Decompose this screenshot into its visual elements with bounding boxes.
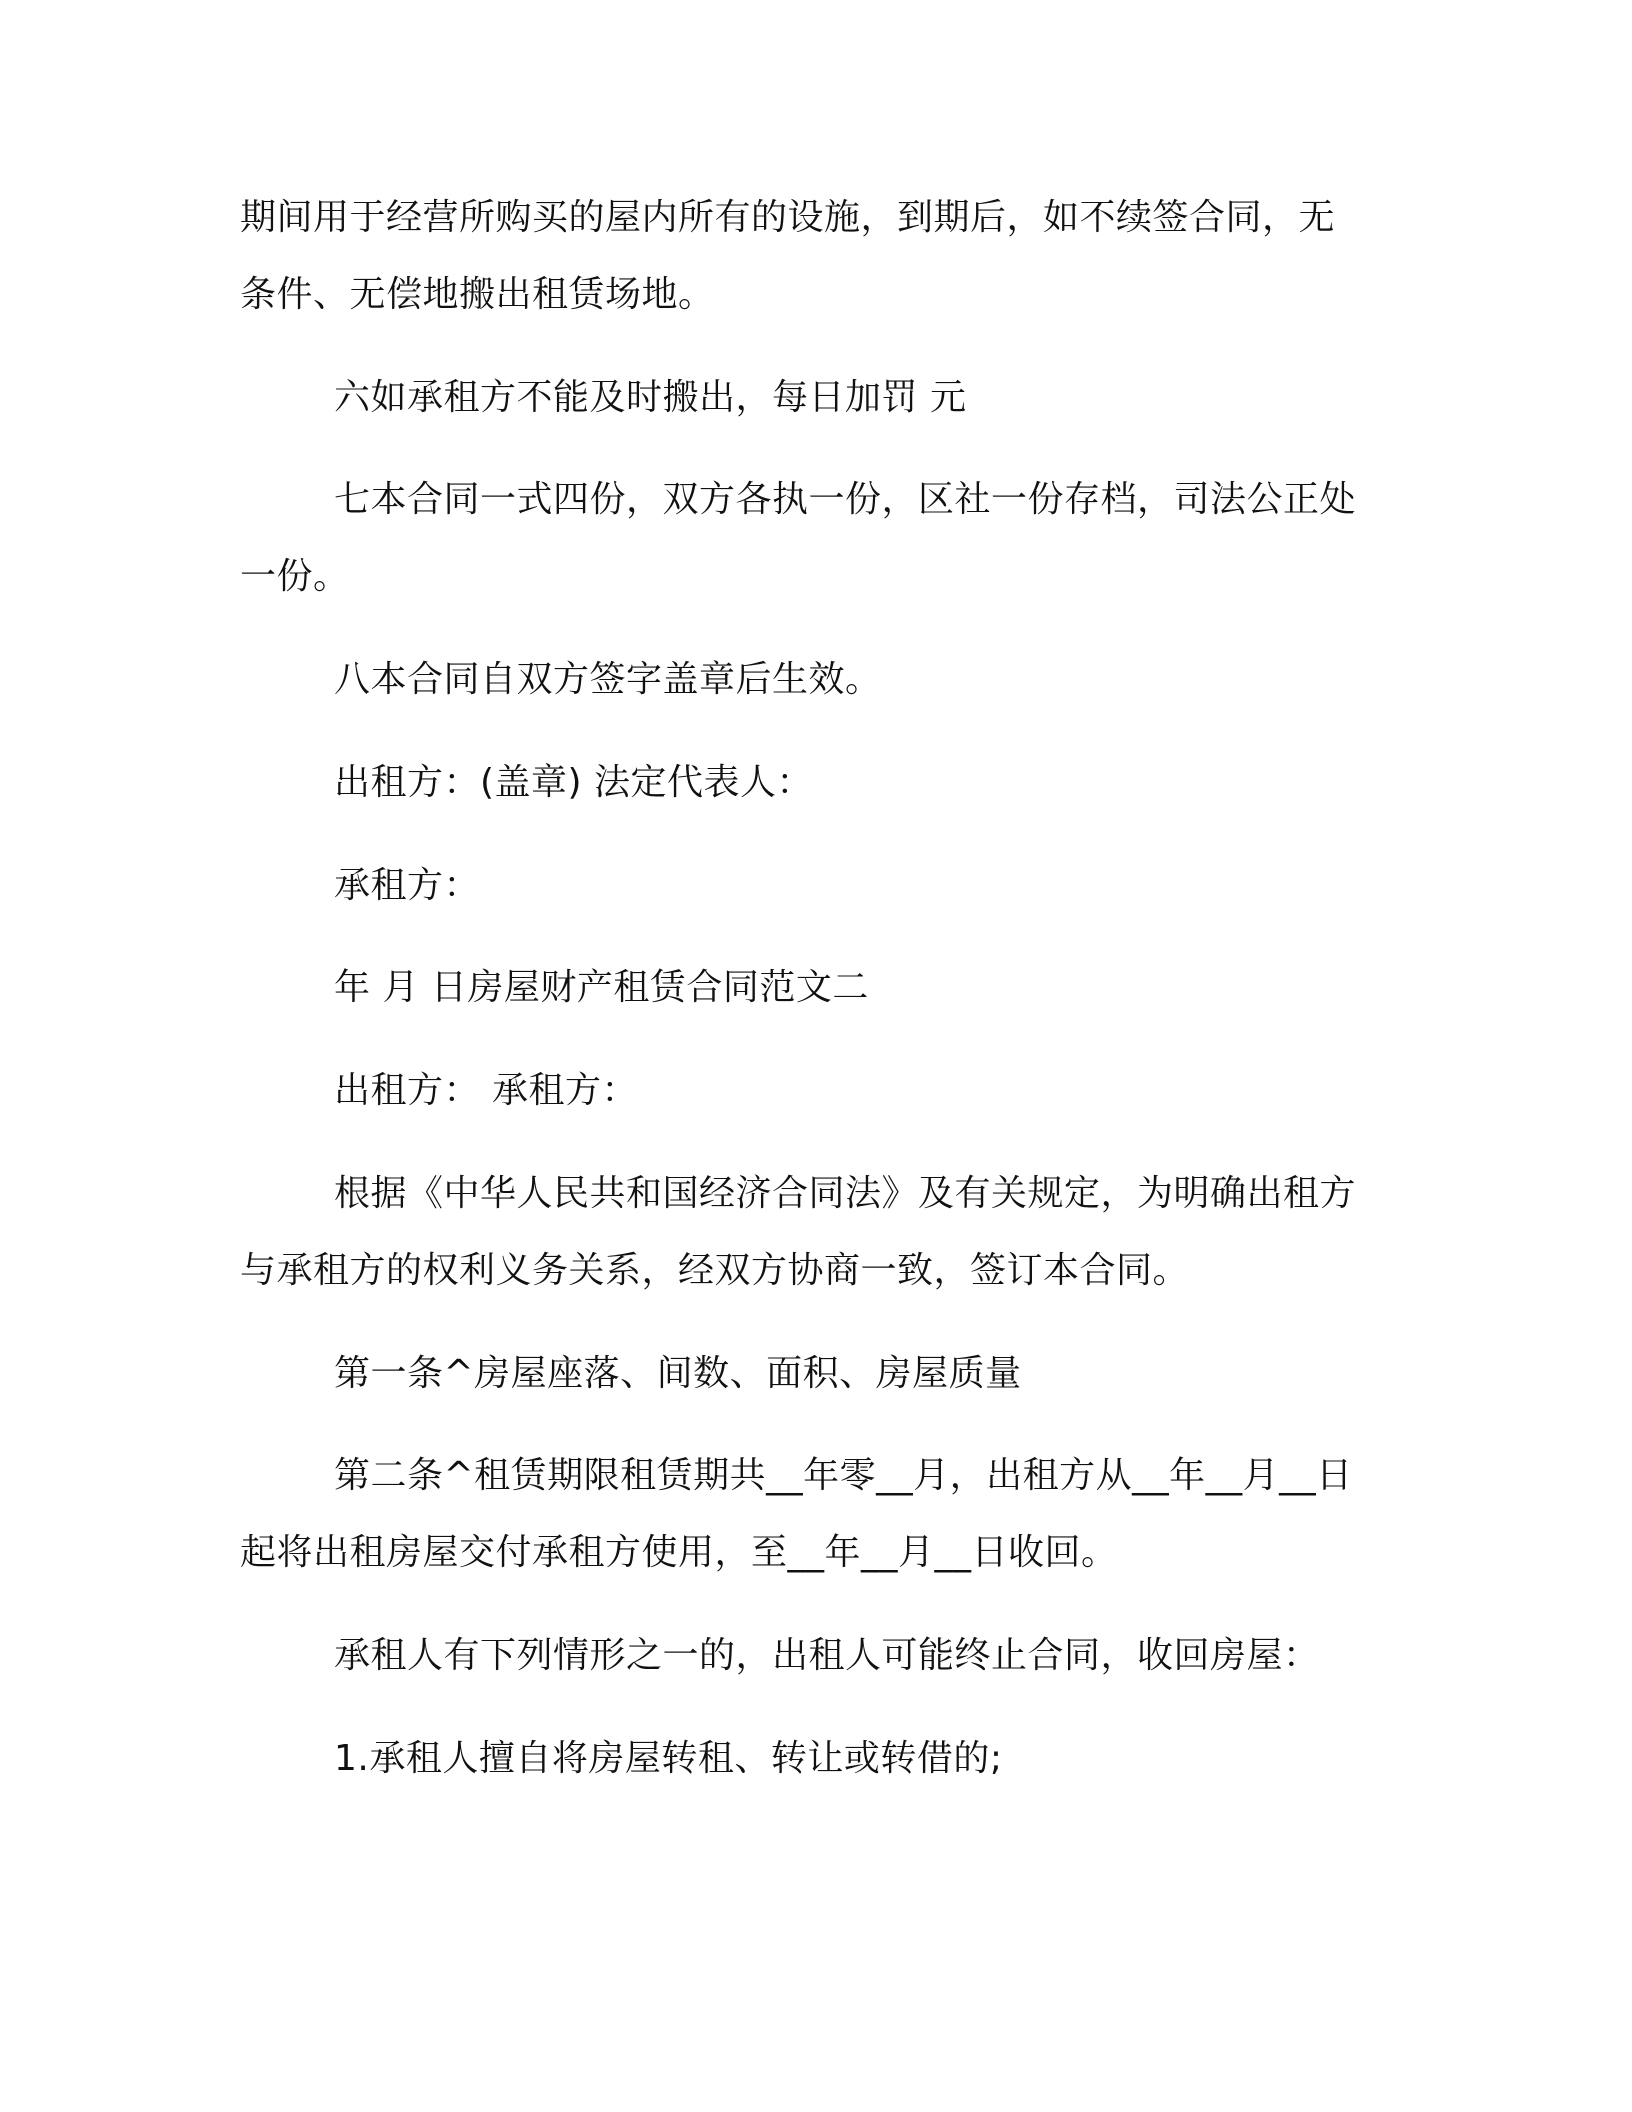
text-line: 年 月 日房屋财产租赁合同范文二	[334, 967, 869, 1008]
text-line: 与承租方的权利义务关系，经双方协商一致，签订本合同。	[240, 1250, 1190, 1291]
text-line: 一份。	[240, 556, 350, 597]
text-line: 八本合同自双方签字盖章后生效。	[334, 659, 882, 700]
text-line: 起将出租房屋交付承租方使用，至__年__月__日收回。	[240, 1532, 1118, 1573]
text-line: 期间用于经营所购买的屋内所有的设施，到期后，如不续签合同，无	[240, 197, 1336, 238]
text-line: 根据《中华人民共和国经济合同法》及有关规定，为明确出租方	[334, 1173, 1357, 1214]
text-line: 第一条^房屋座落、间数、面积、房屋质量	[334, 1353, 1022, 1394]
text-line: 第二条^租赁期限租赁期共__年零__月，出租方从__年__月__日	[334, 1455, 1353, 1496]
text-line: 1.承租人擅自将房屋转租、转让或转借的;	[334, 1738, 1003, 1779]
text-line: 出租方： 承租方：	[334, 1070, 638, 1111]
text-line: 出租方：(盖章) 法定代表人：	[334, 762, 814, 803]
text-line: 条件、无偿地搬出租赁场地。	[240, 274, 715, 315]
text-line: 承租方：	[334, 865, 481, 906]
text-line: 承租人有下列情形之一的，出租人可能终止合同，收回房屋：	[334, 1635, 1320, 1676]
text-line: 六如承租方不能及时搬出，每日加罚 元	[334, 377, 967, 418]
text-line: 七本合同一式四份，双方各执一份，区社一份存档，司法公正处	[334, 479, 1357, 520]
